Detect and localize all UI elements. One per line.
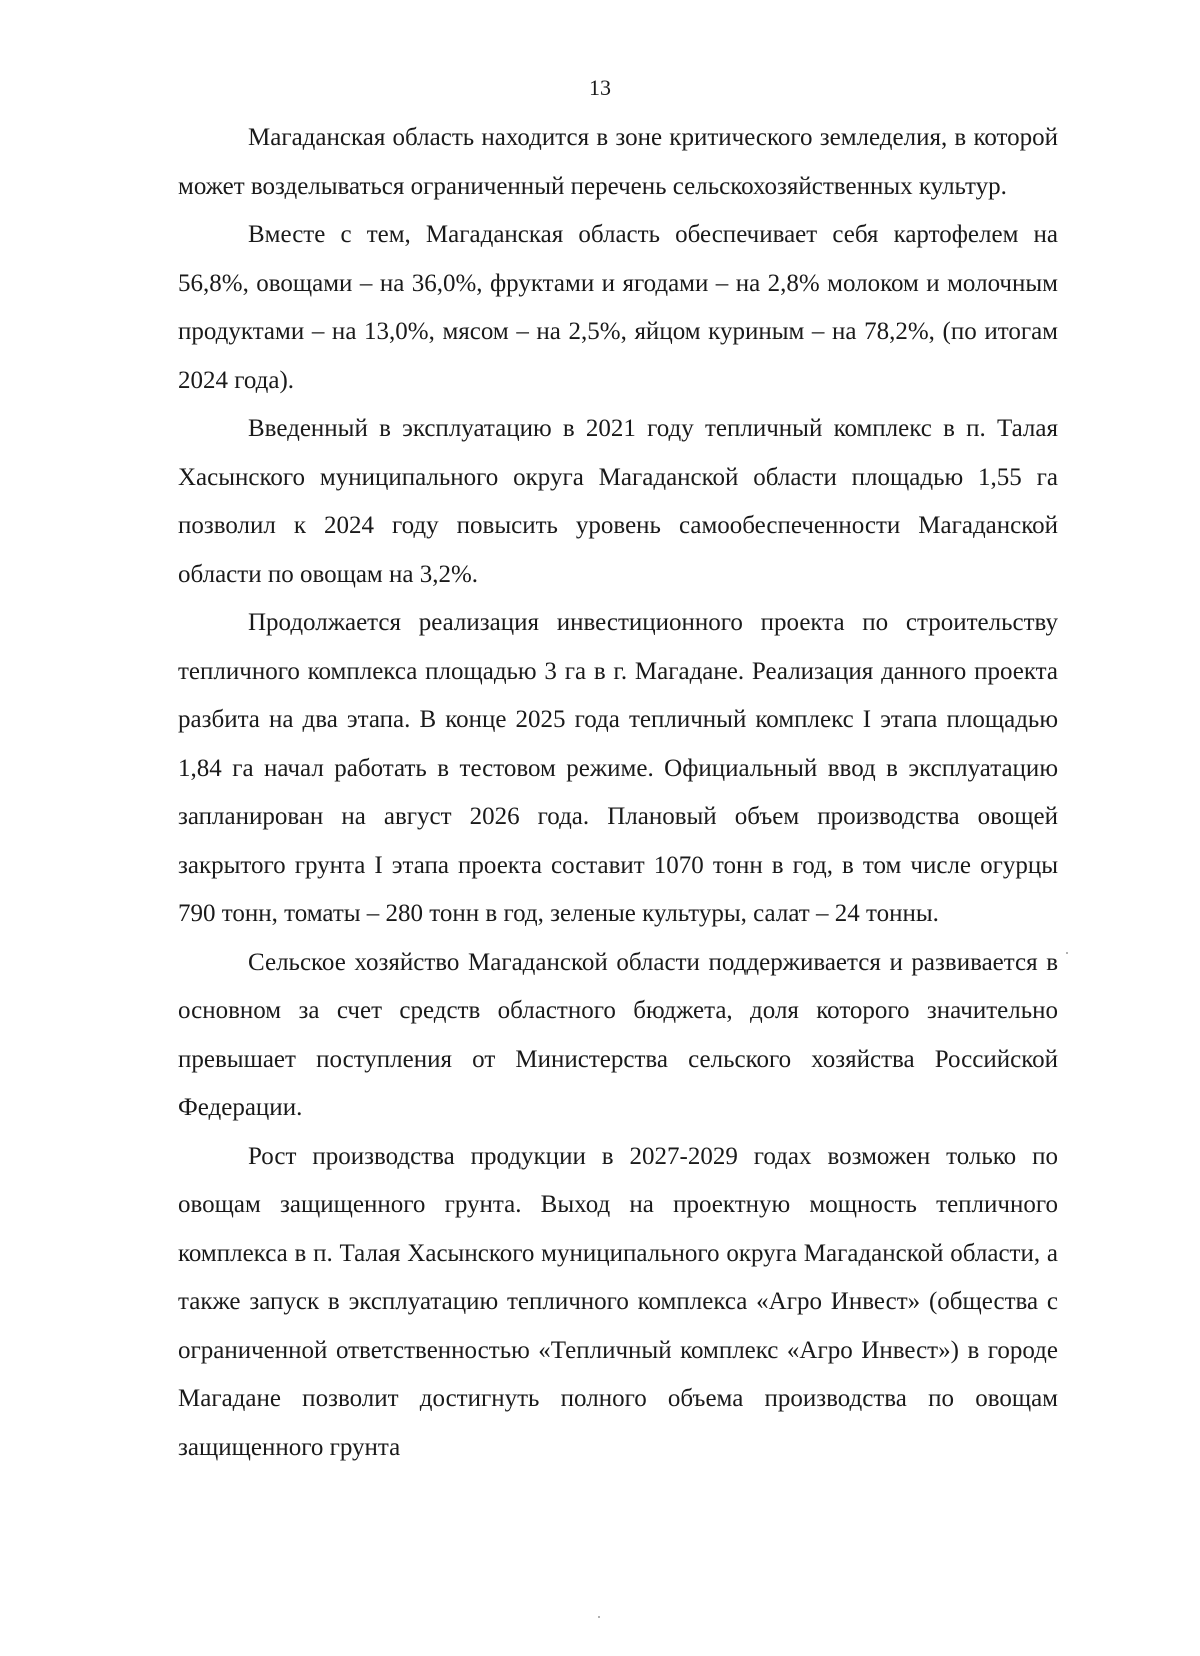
paragraph-self-sufficiency: Вместе с тем, Магаданская область обеспечивает себя картофелем на 56,8%, овощами – на 36,0%, фруктами и ягодами – на 2,8% молоком и молочным продуктами – на 13,0%, мясом – на 2,5%, яйцом куриным – на 78,2%, (по итогам 2024 года). (178, 221, 1058, 394)
paragraph-talaya-greenhouse: Введенный в эксплуатацию в 2021 году тепличный комплекс в п. Талая Хасынского муниципального округа Магаданской области площадью 1,55 га позволил к 2024 году повысить уровень самообеспеченности Магаданской области по овощам на 3,2%. (178, 415, 1058, 588)
paragraph-critical-farming-zone: Магаданская область находится в зоне критического земледелия, в которой может возделываться ограниченный перечень сельскохозяйственных культур. (178, 124, 1058, 200)
paragraph-regional-budget: Сельское хозяйство Магаданской области поддерживается и развивается в основном за счет средств областного бюджета, доля которого значительно превышает поступления от Министерства сельского хозяйства Российской Федерации. (178, 948, 1058, 1121)
scan-speck (598, 1616, 600, 1618)
scan-speck (1066, 952, 1068, 954)
page-number: 13 (589, 75, 611, 100)
document-body (178, 114, 1058, 1472)
paragraph-production-growth: Рост производства продукции в 2027-2029 годах возможен только по овощам защищенного грунта. Выход на проектную мощность тепличного комплекса в п. Талая Хасынского муниципального округа Магаданской области, а также запуск в эксплуатацию тепличного комплекса «Агро Инвест» (общества с ограниченной ответственностью «Тепличный комплекс «Агро Инвест») в городе Магадане позволит достигнуть полного объема производства по овощам защищенного грунта (178, 1142, 1058, 1461)
paragraph-magadan-greenhouse-project: Продолжается реализация инвестиционного проекта по строительству тепличного комплекса площадью 3 га в г. Магадане. Реализация данного проекта разбита на два этапа. В конце 2025 года тепличный комплекс I этапа площадью 1,84 га начал работать в тестовом режиме. Официальный ввод в эксплуатацию запланирован на август 2026 года. Плановый объем производства овощей закрытого грунта I этапа проекта составит 1070 тонн в год, в том числе огурцы 790 тонн, томаты – 280 тонн в год, зеленые культуры, салат – 24 тонны. (178, 609, 1058, 927)
